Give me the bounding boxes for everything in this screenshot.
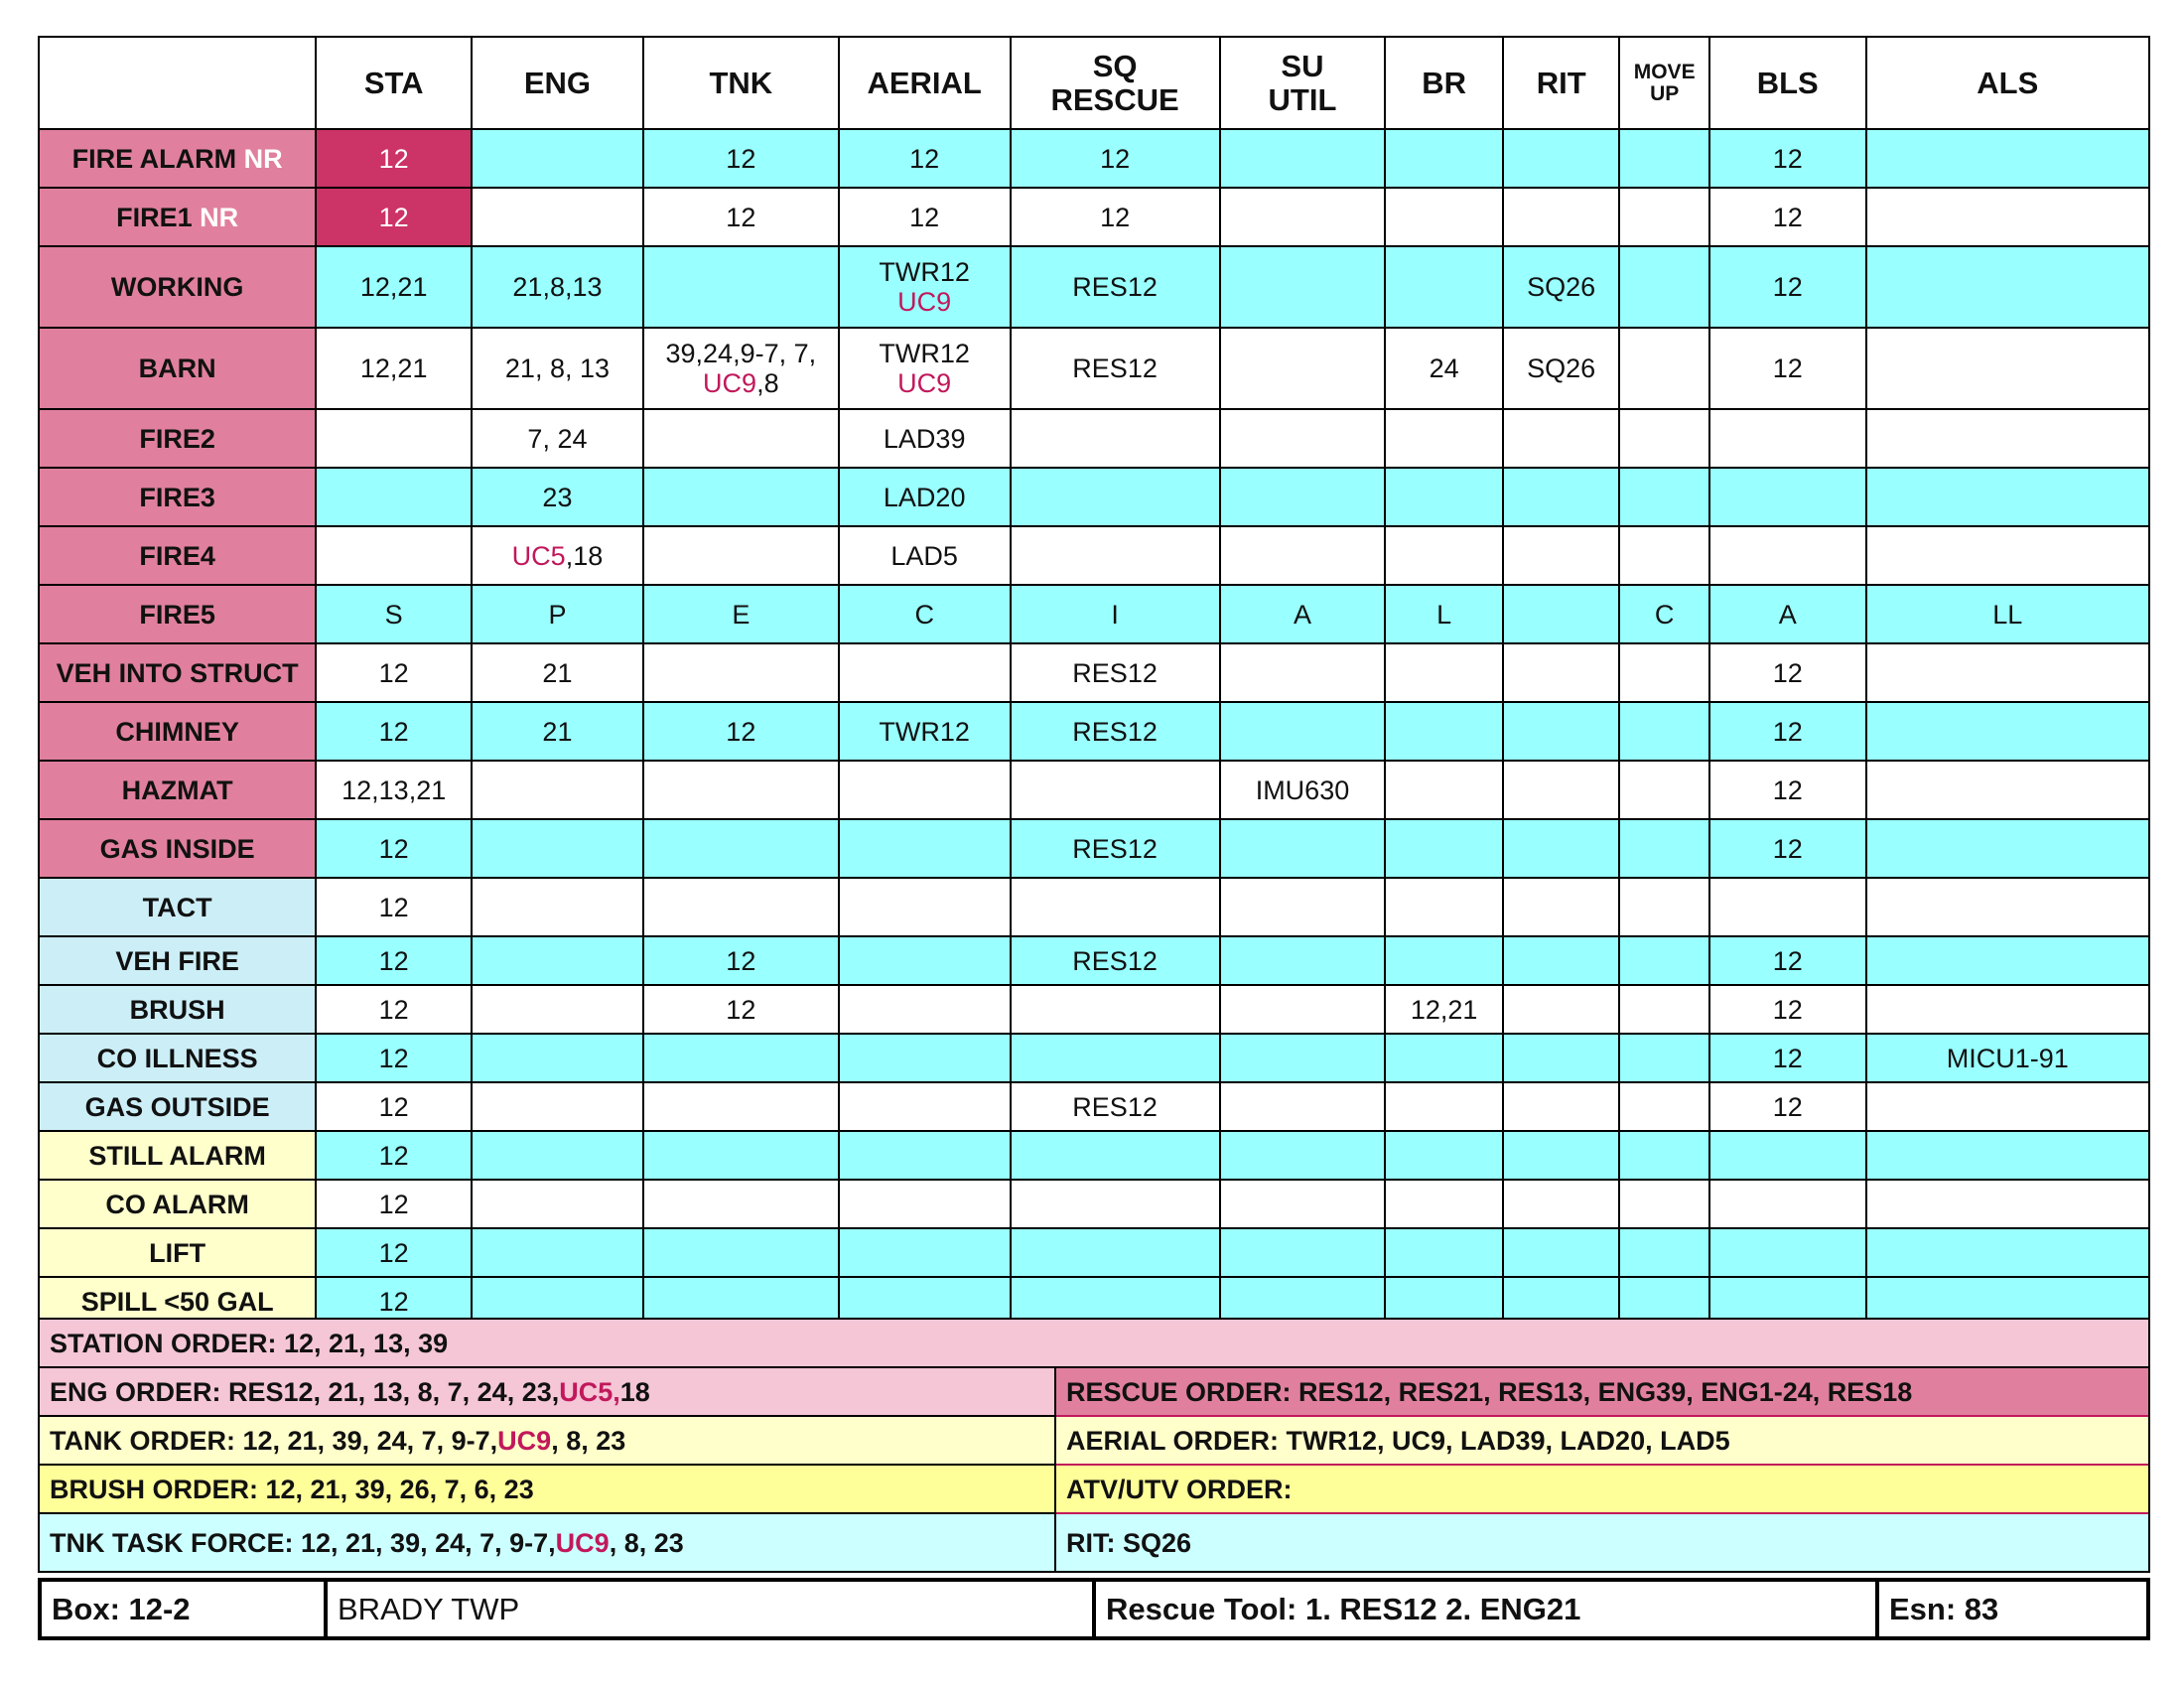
- table-cell: [1385, 246, 1503, 328]
- table-cell: [643, 1180, 839, 1228]
- table-cell: [1503, 761, 1620, 819]
- table-row: [39, 409, 2149, 468]
- table-cell: [643, 526, 839, 585]
- table-cell: [1220, 702, 1386, 761]
- table-cell: [1866, 526, 2149, 585]
- table-cell: [1503, 129, 1620, 188]
- row-label: WORKING: [39, 246, 316, 328]
- table-cell: SQ26: [1503, 328, 1620, 409]
- table-cell: [472, 129, 643, 188]
- table-cell: [1619, 328, 1708, 409]
- table-cell: 12: [1011, 188, 1220, 246]
- table-cell: [316, 468, 472, 526]
- table-cell: RES12: [1011, 702, 1220, 761]
- table-row: [39, 936, 2149, 985]
- table-cell: [1709, 1228, 1866, 1277]
- table-cell: [316, 526, 472, 585]
- table-cell: TWR12: [839, 702, 1011, 761]
- table-cell: [1866, 1082, 2149, 1131]
- table-cell: [1503, 936, 1620, 985]
- table-cell: [1385, 468, 1503, 526]
- table-row: [39, 468, 2149, 526]
- table-cell: 21, 8, 13: [472, 328, 643, 409]
- table-cell: [472, 188, 643, 246]
- table-cell: [1709, 878, 1866, 936]
- table-cell: 7, 24: [472, 409, 643, 468]
- table-cell: [1220, 1082, 1386, 1131]
- run-card-table: [38, 36, 2150, 1327]
- table-cell: 12: [643, 702, 839, 761]
- table-cell: [1011, 761, 1220, 819]
- row-label: FIRE2: [39, 409, 316, 468]
- table-cell: [472, 936, 643, 985]
- table-cell: [1503, 409, 1620, 468]
- table-cell: 12: [316, 643, 472, 702]
- table-cell: LAD39: [839, 409, 1011, 468]
- table-cell: [1866, 1228, 2149, 1277]
- table-cell: LAD5: [839, 526, 1011, 585]
- column-header: TNK: [643, 37, 839, 129]
- table-cell: [1619, 1034, 1708, 1082]
- table-cell: 12,21: [1385, 985, 1503, 1034]
- table-cell: [1220, 985, 1386, 1034]
- rescue-order: RESCUE ORDER: RES12, RES21, RES13, ENG39, ENG1-24, RES18: [1056, 1368, 2148, 1417]
- table-cell: 12: [316, 129, 472, 188]
- table-cell: [1503, 1082, 1620, 1131]
- table-cell: A: [1220, 585, 1386, 643]
- table-cell: [1385, 761, 1503, 819]
- table-row: [39, 328, 2149, 409]
- table-cell: [1220, 1180, 1386, 1228]
- table-cell: 12: [1709, 936, 1866, 985]
- table-cell: [1866, 643, 2149, 702]
- table-cell: RES12: [1011, 328, 1220, 409]
- table-cell: [472, 819, 643, 878]
- table-cell: 23: [472, 468, 643, 526]
- header-row: [39, 37, 2149, 129]
- table-cell: 12: [1709, 188, 1866, 246]
- tank-order: TANK ORDER: 12, 21, 39, 24, 7, 9-7, UC9 , 8, 23: [40, 1417, 1056, 1466]
- rescue-tool: Rescue Tool: 1. RES12 2. ENG21: [1096, 1582, 1879, 1636]
- station-order: STATION ORDER: 12, 21, 13, 39: [40, 1320, 2148, 1368]
- table-cell: [1011, 1131, 1220, 1180]
- nr-flag: NR: [243, 143, 283, 174]
- table-cell: [1619, 1082, 1708, 1131]
- table-cell: UC5,18: [472, 526, 643, 585]
- table-cell: [1385, 936, 1503, 985]
- eng-order: ENG ORDER: RES12, 21, 13, 8, 7, 24, 23, UC5, 18: [40, 1368, 1056, 1417]
- row-label: FIRE3: [39, 468, 316, 526]
- table-cell: [839, 878, 1011, 936]
- row-label: CO ALARM: [39, 1180, 316, 1228]
- table-cell: 12: [1709, 985, 1866, 1034]
- table-cell: [1619, 819, 1708, 878]
- column-header: STA: [316, 37, 472, 129]
- table-cell: [1011, 1034, 1220, 1082]
- table-cell: [1619, 1228, 1708, 1277]
- table-cell: 12: [1709, 129, 1866, 188]
- footer-bar: [38, 1578, 2150, 1640]
- table-cell: [1011, 1228, 1220, 1277]
- table-cell: [1619, 468, 1708, 526]
- table-cell: 12: [316, 936, 472, 985]
- table-cell: [1385, 129, 1503, 188]
- table-cell: [643, 1131, 839, 1180]
- table-row: [39, 985, 2149, 1034]
- table-cell: [1866, 409, 2149, 468]
- table-cell: [1619, 526, 1708, 585]
- table-row: [39, 878, 2149, 936]
- table-row: [39, 1180, 2149, 1228]
- table-cell: [839, 1228, 1011, 1277]
- table-cell: [1385, 702, 1503, 761]
- table-row: [39, 1228, 2149, 1277]
- table-cell: [1866, 985, 2149, 1034]
- table-cell: [839, 1034, 1011, 1082]
- table-cell: 12: [1709, 246, 1866, 328]
- table-cell: [1619, 702, 1708, 761]
- table-cell: [472, 761, 643, 819]
- table-cell: [1385, 409, 1503, 468]
- row-label: VEH FIRE: [39, 936, 316, 985]
- table-cell: [839, 1131, 1011, 1180]
- township: BRADY TWP: [328, 1582, 1096, 1636]
- table-cell: [643, 1228, 839, 1277]
- table-row: [39, 702, 2149, 761]
- table-cell: [1220, 468, 1386, 526]
- orders-section: [38, 1318, 2150, 1573]
- table-cell: [839, 819, 1011, 878]
- brush-order: BRUSH ORDER: 12, 21, 39, 26, 7, 6, 23: [40, 1466, 1056, 1514]
- table-cell: [1866, 761, 2149, 819]
- column-header: ENG: [472, 37, 643, 129]
- box-number: Box: 12-2: [42, 1582, 328, 1636]
- table-cell: [1619, 985, 1708, 1034]
- table-cell: 12,21: [316, 328, 472, 409]
- table-cell: 12: [316, 1131, 472, 1180]
- table-cell: [1011, 878, 1220, 936]
- table-cell: [1220, 936, 1386, 985]
- table-cell: [839, 936, 1011, 985]
- table-cell: 12: [1011, 129, 1220, 188]
- table-cell: [1011, 985, 1220, 1034]
- table-cell: [1619, 409, 1708, 468]
- table-cell: 12: [1709, 819, 1866, 878]
- header-blank: [39, 37, 316, 129]
- table-cell: [1619, 129, 1708, 188]
- table-cell: [643, 1082, 839, 1131]
- table-cell: [1619, 1131, 1708, 1180]
- column-header: SQ RESCUE: [1011, 37, 1220, 129]
- table-row: [39, 188, 2149, 246]
- table-cell: [1866, 188, 2149, 246]
- table-cell: [1385, 526, 1503, 585]
- table-cell: [472, 1180, 643, 1228]
- table-cell: [1385, 878, 1503, 936]
- row-label: FIRE5: [39, 585, 316, 643]
- table-cell: [1220, 1034, 1386, 1082]
- table-cell: 12: [316, 702, 472, 761]
- table-cell: C: [839, 585, 1011, 643]
- table-cell: 12: [839, 129, 1011, 188]
- table-row: [39, 819, 2149, 878]
- table-cell: [1011, 526, 1220, 585]
- table-cell: [1866, 878, 2149, 936]
- table-cell: [1385, 1034, 1503, 1082]
- table-row: [39, 1131, 2149, 1180]
- table-row: [39, 246, 2149, 328]
- table-cell: [1503, 188, 1620, 246]
- table-cell: [1503, 585, 1620, 643]
- table-cell: E: [643, 585, 839, 643]
- table-cell: [1866, 468, 2149, 526]
- table-cell: [1866, 328, 2149, 409]
- table-cell: 12: [316, 1228, 472, 1277]
- table-cell: [643, 643, 839, 702]
- table-cell: [472, 878, 643, 936]
- table-cell: TWR12 UC9: [839, 246, 1011, 328]
- table-cell: RES12: [1011, 1082, 1220, 1131]
- table-cell: [1866, 819, 2149, 878]
- row-label: STILL ALARM: [39, 1131, 316, 1180]
- table-cell: 12: [1709, 702, 1866, 761]
- table-cell: [1503, 985, 1620, 1034]
- table-cell: [1220, 1228, 1386, 1277]
- table-cell: 12: [316, 1180, 472, 1228]
- table-cell: 12,21: [316, 246, 472, 328]
- column-header: AERIAL: [839, 37, 1011, 129]
- tnk-task-force: TNK TASK FORCE: 12, 21, 39, 24, 7, 9-7, UC9 , 8, 23: [40, 1514, 1056, 1571]
- row-label: LIFT: [39, 1228, 316, 1277]
- table-cell: A: [1709, 585, 1866, 643]
- table-cell: [1220, 188, 1386, 246]
- table-cell: [1011, 1180, 1220, 1228]
- column-header: ALS: [1866, 37, 2149, 129]
- table-cell: [1220, 819, 1386, 878]
- table-cell: [1709, 1180, 1866, 1228]
- table-cell: RES12: [1011, 643, 1220, 702]
- table-cell: 12: [316, 878, 472, 936]
- table-cell: 12: [316, 1277, 472, 1326]
- table-cell: [839, 1180, 1011, 1228]
- table-cell: [1220, 328, 1386, 409]
- table-cell: [1220, 409, 1386, 468]
- column-header: SU UTIL: [1220, 37, 1386, 129]
- column-header: BR: [1385, 37, 1503, 129]
- table-cell: [1503, 526, 1620, 585]
- table-cell: [1619, 188, 1708, 246]
- table-cell: MICU1-91: [1866, 1034, 2149, 1082]
- table-cell: [1503, 1180, 1620, 1228]
- table-cell: [643, 878, 839, 936]
- table-cell: [1503, 1228, 1620, 1277]
- row-label: CO ILLNESS: [39, 1034, 316, 1082]
- table-cell: [1503, 1034, 1620, 1082]
- table-cell: [643, 1034, 839, 1082]
- table-cell: 12: [643, 985, 839, 1034]
- table-row: [39, 129, 2149, 188]
- table-cell: [1709, 468, 1866, 526]
- table-cell: [1220, 1131, 1386, 1180]
- table-cell: [1011, 468, 1220, 526]
- column-header: BLS: [1709, 37, 1866, 129]
- table-cell: [1619, 643, 1708, 702]
- table-cell: [1866, 936, 2149, 985]
- row-label: BARN: [39, 328, 316, 409]
- table-cell: [1385, 188, 1503, 246]
- nr-flag: NR: [200, 202, 239, 232]
- table-cell: 12: [643, 936, 839, 985]
- table-cell: 12: [643, 188, 839, 246]
- column-header: RIT: [1503, 37, 1620, 129]
- table-row: [39, 1082, 2149, 1131]
- table-cell: [643, 468, 839, 526]
- row-label: BRUSH: [39, 985, 316, 1034]
- table-cell: [1220, 878, 1386, 936]
- table-cell: [472, 1082, 643, 1131]
- table-cell: [1866, 702, 2149, 761]
- table-cell: [1619, 878, 1708, 936]
- row-label: VEH INTO STRUCT: [39, 643, 316, 702]
- table-cell: RES12: [1011, 936, 1220, 985]
- table-cell: 12: [316, 188, 472, 246]
- table-cell: [839, 761, 1011, 819]
- table-cell: [1220, 129, 1386, 188]
- table-row: [39, 526, 2149, 585]
- table-cell: [472, 1131, 643, 1180]
- table-cell: [643, 761, 839, 819]
- aerial-order: AERIAL ORDER: TWR12, UC9, LAD39, LAD20, LAD5: [1056, 1417, 2148, 1466]
- column-header: MOVE UP: [1619, 37, 1708, 129]
- table-cell: SQ26: [1503, 246, 1620, 328]
- table-cell: [1220, 526, 1386, 585]
- row-label: GAS INSIDE: [39, 819, 316, 878]
- table-cell: [1503, 819, 1620, 878]
- table-cell: 12: [316, 1034, 472, 1082]
- row-label: FIRE ALARM NR: [39, 129, 316, 188]
- table-cell: [1709, 526, 1866, 585]
- table-cell: [1385, 1131, 1503, 1180]
- table-cell: [316, 409, 472, 468]
- table-cell: 12: [839, 188, 1011, 246]
- table-cell: [1220, 246, 1386, 328]
- table-row: [39, 761, 2149, 819]
- table-cell: [1503, 702, 1620, 761]
- table-cell: [643, 246, 839, 328]
- row-label: SPILL <50 GAL: [39, 1277, 316, 1326]
- table-cell: [839, 985, 1011, 1034]
- table-cell: LL: [1866, 585, 2149, 643]
- table-cell: 21: [472, 702, 643, 761]
- table-cell: [472, 985, 643, 1034]
- table-cell: [1385, 819, 1503, 878]
- table-row: [39, 1034, 2149, 1082]
- table-cell: 12: [1709, 328, 1866, 409]
- table-cell: IMU630: [1220, 761, 1386, 819]
- table-cell: [1866, 1131, 2149, 1180]
- table-cell: [1385, 1082, 1503, 1131]
- table-cell: [839, 643, 1011, 702]
- atv-utv-order: ATV/UTV ORDER:: [1056, 1466, 2148, 1514]
- esn: Esn: 83: [1889, 1591, 1999, 1626]
- table-cell: [472, 1228, 643, 1277]
- table-cell: [1503, 468, 1620, 526]
- table-cell: [1866, 129, 2149, 188]
- table-cell: [1220, 643, 1386, 702]
- table-cell: [1619, 761, 1708, 819]
- table-cell: 12,13,21: [316, 761, 472, 819]
- table-cell: [1619, 246, 1708, 328]
- table-cell: P: [472, 585, 643, 643]
- table-row: [39, 643, 2149, 702]
- table-cell: [643, 819, 839, 878]
- table-cell: 12: [1709, 643, 1866, 702]
- table-cell: [1866, 246, 2149, 328]
- table-cell: RES12: [1011, 819, 1220, 878]
- table-cell: S: [316, 585, 472, 643]
- table-cell: 24: [1385, 328, 1503, 409]
- table-cell: 21: [472, 643, 643, 702]
- table-cell: 12: [316, 985, 472, 1034]
- table-cell: 21,8,13: [472, 246, 643, 328]
- table-cell: RES12: [1011, 246, 1220, 328]
- table-cell: [1011, 409, 1220, 468]
- table-cell: [472, 1034, 643, 1082]
- table-cell: [1619, 936, 1708, 985]
- table-cell: [643, 409, 839, 468]
- table-cell: L: [1385, 585, 1503, 643]
- table-cell: [1619, 1180, 1708, 1228]
- table-cell: [1385, 1228, 1503, 1277]
- table-cell: [1866, 1180, 2149, 1228]
- row-label: FIRE4: [39, 526, 316, 585]
- table-cell: TWR12 UC9: [839, 328, 1011, 409]
- table-cell: [1385, 643, 1503, 702]
- row-label: FIRE1 NR: [39, 188, 316, 246]
- table-cell: [1503, 643, 1620, 702]
- row-label: CHIMNEY: [39, 702, 316, 761]
- table-cell: [1709, 409, 1866, 468]
- table-cell: [1503, 878, 1620, 936]
- row-label: TACT: [39, 878, 316, 936]
- table-cell: 12: [1709, 1082, 1866, 1131]
- rit-order: RIT: SQ26: [1056, 1514, 2148, 1571]
- table-cell: 12: [316, 819, 472, 878]
- table-cell: LAD20: [839, 468, 1011, 526]
- row-label: GAS OUTSIDE: [39, 1082, 316, 1131]
- table-cell: [839, 1082, 1011, 1131]
- table-cell: [1709, 1131, 1866, 1180]
- table-cell: 12: [1709, 761, 1866, 819]
- table-cell: 12: [316, 1082, 472, 1131]
- table-cell: 39,24,9-7, 7, UC9,8: [643, 328, 839, 409]
- table-cell: [1503, 1131, 1620, 1180]
- table-cell: 12: [1709, 1034, 1866, 1082]
- table-cell: 12: [643, 129, 839, 188]
- table-cell: C: [1619, 585, 1708, 643]
- table-cell: I: [1011, 585, 1220, 643]
- table-cell: [1385, 1180, 1503, 1228]
- row-label: HAZMAT: [39, 761, 316, 819]
- table-row: [39, 585, 2149, 643]
